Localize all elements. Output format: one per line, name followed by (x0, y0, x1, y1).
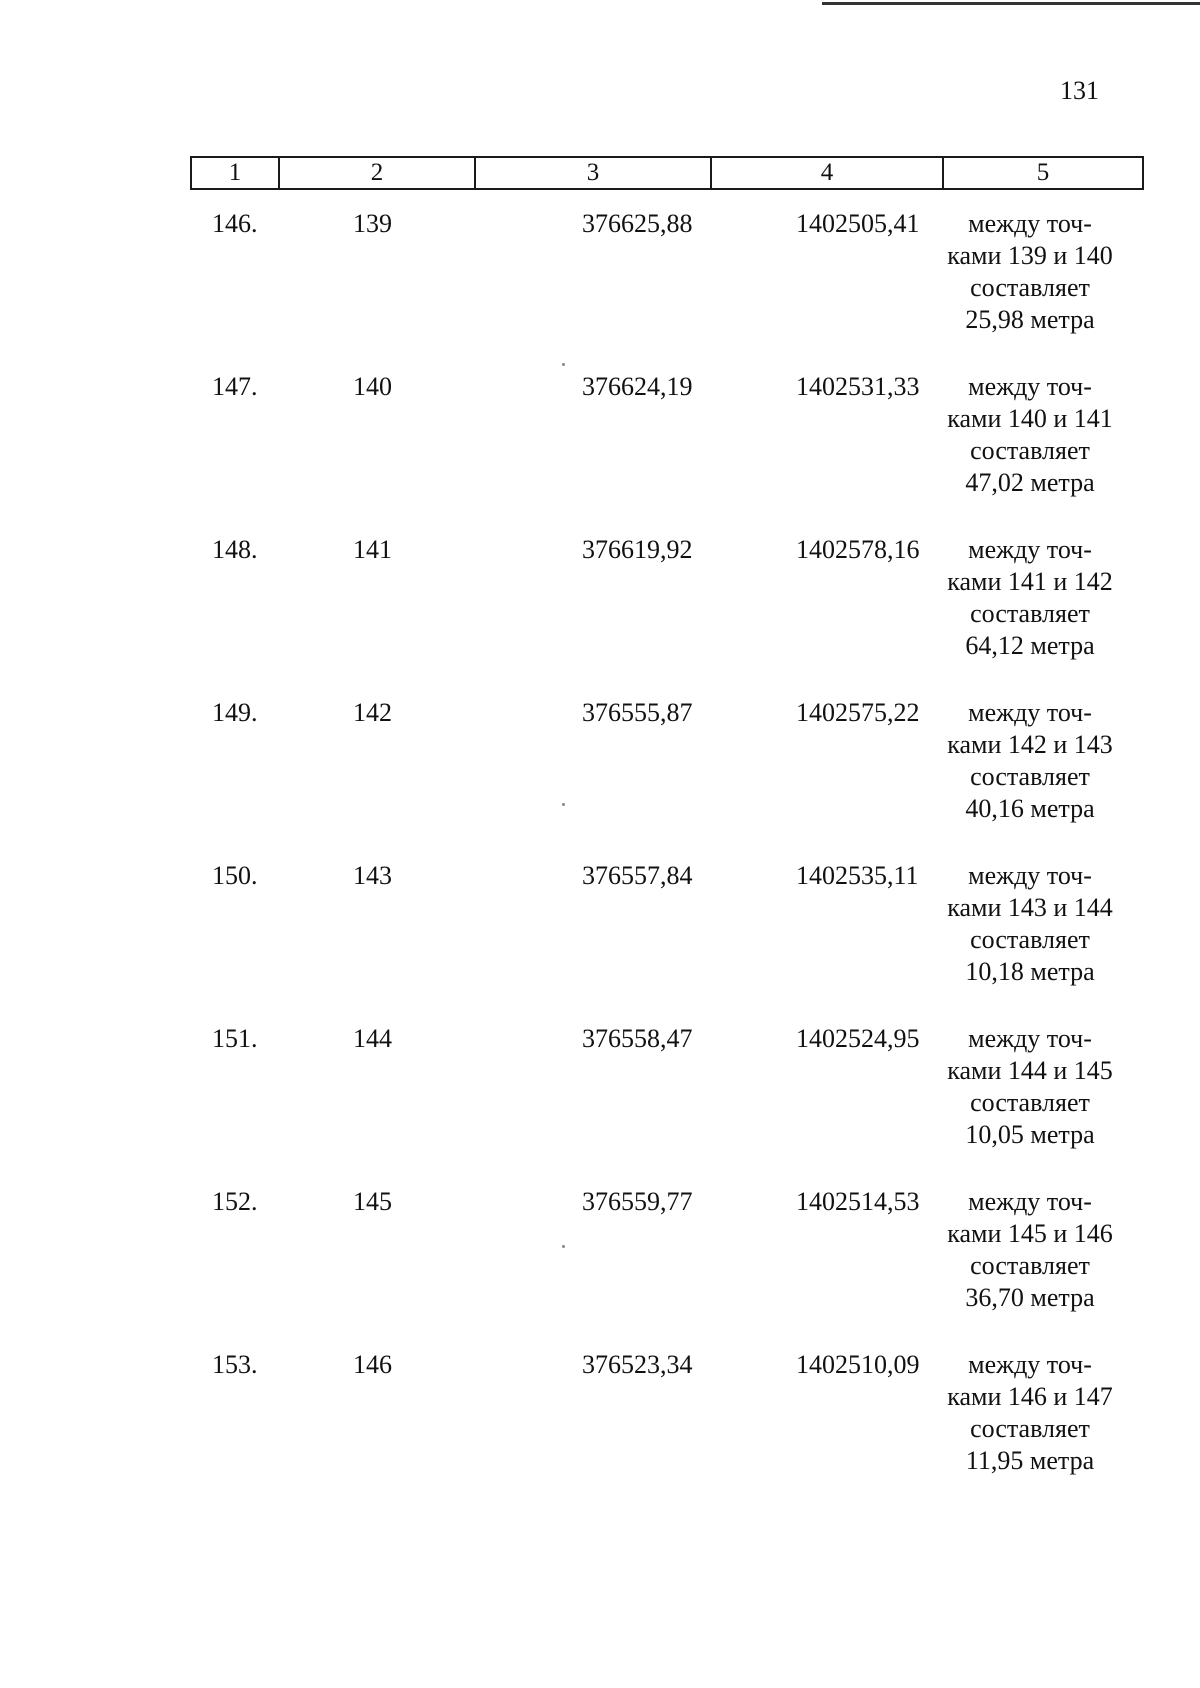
description-line: ками 139 и 140 (947, 241, 1113, 270)
row-number: 149. (212, 698, 258, 727)
table-row (0, 208, 1200, 371)
x-coordinate: 376557,84 (582, 861, 693, 890)
description-line: составляет (970, 762, 1090, 791)
header-row (191, 157, 1143, 189)
x-coordinate: 376625,88 (582, 209, 693, 238)
header-cell-3: 3 (475, 157, 711, 189)
scan-speck (562, 1245, 565, 1248)
x-coordinate: 376555,87 (582, 698, 693, 727)
point-number: 140 (353, 372, 392, 401)
description-line: составляет (970, 273, 1090, 302)
description-line: ками 140 и 141 (947, 404, 1113, 433)
description-line: между точ- (968, 861, 1092, 890)
table-row (0, 1349, 1200, 1512)
description-line: 10,05 метра (965, 1120, 1095, 1149)
description-line: 36,70 метра (965, 1283, 1095, 1312)
y-coordinate: 1402531,33 (796, 372, 920, 401)
table-row (0, 697, 1200, 860)
description-line: ками 146 и 147 (947, 1382, 1113, 1411)
description-line: между точ- (968, 1024, 1092, 1053)
x-coordinate: 376624,19 (582, 372, 693, 401)
scan-speck (562, 803, 565, 806)
point-number: 139 (353, 209, 392, 238)
top-rule (822, 2, 1200, 5)
description-line: между точ- (968, 1350, 1092, 1379)
table-row (0, 1023, 1200, 1186)
point-number: 144 (353, 1024, 392, 1053)
y-coordinate: 1402535,11 (796, 861, 919, 890)
description-line: между точ- (968, 535, 1092, 564)
header-cell-5: 5 (943, 157, 1143, 189)
row-number: 151. (212, 1024, 258, 1053)
y-coordinate: 1402505,41 (796, 209, 920, 238)
description-line: ками 145 и 146 (947, 1219, 1113, 1248)
description-line: между точ- (968, 209, 1092, 238)
y-coordinate: 1402514,53 (796, 1187, 920, 1216)
distance-description (940, 534, 1120, 662)
description-line: 47,02 метра (965, 468, 1095, 497)
x-coordinate: 376559,77 (582, 1187, 693, 1216)
table-row (0, 534, 1200, 697)
header-cell-4: 4 (711, 157, 943, 189)
distance-description (940, 208, 1120, 336)
y-coordinate: 1402578,16 (796, 535, 920, 564)
description-line: 11,95 метра (965, 1446, 1095, 1475)
description-line: составляет (970, 436, 1090, 465)
header-cell-2: 2 (279, 157, 475, 189)
y-coordinate: 1402575,22 (796, 698, 920, 727)
description-line: 25,98 метра (965, 305, 1095, 334)
distance-description (940, 697, 1120, 825)
row-number: 152. (212, 1187, 258, 1216)
table-row (0, 1186, 1200, 1349)
description-line: ками 144 и 145 (947, 1056, 1113, 1085)
description-line: составляет (970, 599, 1090, 628)
description-line: между точ- (968, 1187, 1092, 1216)
description-line: 40,16 метра (965, 794, 1095, 823)
distance-description (940, 1186, 1120, 1314)
description-line: ками 143 и 144 (947, 893, 1113, 922)
table-row (0, 371, 1200, 534)
point-number: 143 (353, 861, 392, 890)
distance-description (940, 1023, 1120, 1151)
distance-description (940, 1349, 1120, 1477)
description-line: 10,18 метра (965, 957, 1095, 986)
column-header-table (190, 156, 1144, 190)
page-number: 131 (1060, 76, 1099, 105)
header-cell-1: 1 (191, 157, 279, 189)
description-line: составляет (970, 1251, 1090, 1280)
description-line: составляет (970, 1088, 1090, 1117)
x-coordinate: 376619,92 (582, 535, 693, 564)
description-line: ками 142 и 143 (947, 730, 1113, 759)
table-row (0, 860, 1200, 1023)
description-line: между точ- (968, 372, 1092, 401)
y-coordinate: 1402510,09 (796, 1350, 920, 1379)
y-coordinate: 1402524,95 (796, 1024, 920, 1053)
row-number: 148. (212, 535, 258, 564)
description-line: составляет (970, 925, 1090, 954)
x-coordinate: 376523,34 (582, 1350, 693, 1379)
row-number: 150. (212, 861, 258, 890)
description-line: между точ- (968, 698, 1092, 727)
point-number: 145 (353, 1187, 392, 1216)
scan-speck (562, 363, 565, 366)
point-number: 141 (353, 535, 392, 564)
row-number: 147. (212, 372, 258, 401)
description-line: ками 141 и 142 (947, 567, 1113, 596)
point-number: 146 (353, 1350, 392, 1379)
description-line: 64,12 метра (965, 631, 1095, 660)
description-line: составляет (970, 1414, 1090, 1443)
distance-description (940, 860, 1120, 988)
row-number: 153. (212, 1350, 258, 1379)
x-coordinate: 376558,47 (582, 1024, 693, 1053)
coordinate-rows (0, 208, 1200, 1512)
distance-description (940, 371, 1120, 499)
row-number: 146. (212, 209, 258, 238)
point-number: 142 (353, 698, 392, 727)
